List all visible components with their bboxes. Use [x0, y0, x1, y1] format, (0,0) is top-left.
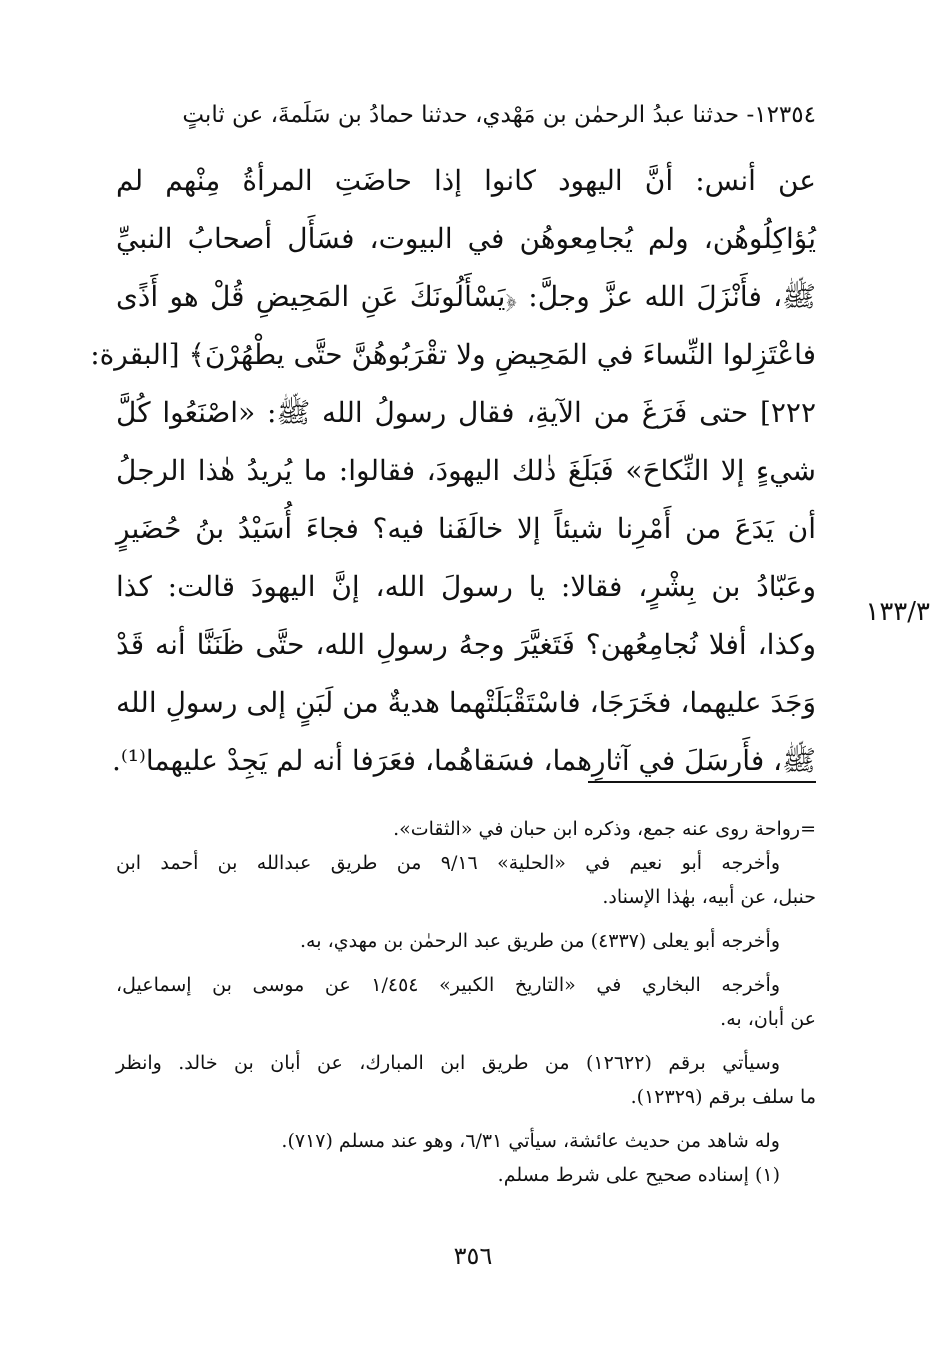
footnote-gap	[116, 1036, 816, 1046]
footnote-line: (١) إسناده صحيح على شرط مسلم.	[497, 1164, 780, 1186]
hadith-line: وعَبّادُ بن بِشْرٍ، فقالا: يا رسولَ الله، إنَّ اليهودَ قالت: كذا	[116, 570, 816, 603]
footnote-line: وأخرجه أبو يعلى (٤٣٣٧) من طريق عبد الرحمٰن بن مهدي، به.	[300, 930, 780, 952]
hadith-line: فاعْتَزِلوا النِّساءَ في المَحِيضِ ولا تقْرَبُوهُنَّ حتَّى يطْهُرْنَ﴾ [البقرة:	[90, 338, 816, 371]
hadith-line: ﷺ، فأَنْزَلَ الله عزَّ وجلَّ: ﴿يَسْأَلُونَكَ عَنِ المَحِيضِ قُلْ هو أَذًى	[116, 280, 816, 313]
footnote-line: ما سلف برقم (١٢٣٢٩).	[630, 1086, 816, 1108]
margin-reference: ١٣٣/٣	[865, 597, 930, 627]
footnote-line: =رواحة روى عنه جمع، وذكره ابن حبان في «الثقات».	[393, 818, 816, 840]
footnote-line: عن أبان، به.	[720, 1008, 816, 1030]
footnote-line: وله شاهد من حديث عائشة، سيأتي ٦/٣١، وهو عند مسلم (٧١٧).	[281, 1130, 780, 1152]
hadith-heading: ١٢٣٥٤- حدثنا عبدُ الرحمٰن بن مَهْدي، حدثنا حمادُ بن سَلَمةَ، عن ثابتٍ	[182, 102, 816, 128]
footnotes	[116, 812, 816, 1192]
hadith-line: ﷺ، فأَرسَلَ في آثارِهما، فسَقاهُما، فعَرَفا أنه لم يَجِدْ عليهما⁽¹⁾.	[111, 744, 816, 777]
footnote-line: وسيأتي برقم (١٢٦٢٢) من طريق ابن المبارك، عن أبان بن خالد. وانظر	[116, 1052, 781, 1074]
hadith-line: ٢٢٢] حتى فَرَغَ من الآيةِ، فقال رسولُ الله ﷺ: «اصْنَعُوا كُلَّ	[116, 396, 816, 429]
footnote-divider	[588, 781, 816, 783]
hadith-line: أن يَدَعَ من أَمْرِنا شيئاً إلا خالَفَنا فيه؟ فجاءَ أُسَيْدُ بنُ حُضَيرٍ	[116, 512, 816, 545]
footnote-line: وأخرجه البخاري في «التاريخ الكبير» ١/٤٥٤ عن موسى بن إسماعيل،	[116, 974, 780, 996]
footnote-line: حنبل، عن أبيه، بهٰذا الإسناد.	[602, 886, 816, 908]
hadith-line: وَجَدَ عليهما، فخَرَجَا، فاسْتَقْبَلَتْهما هديةٌ من لَبَنٍ إلى رسولِ الله	[116, 686, 816, 719]
hadith-line: عن أنس: أنَّ اليهود كانوا إذا حاضَتِ المرأةُ مِنْهم لم	[116, 164, 816, 197]
hadith-line: شيءٍ إلا النِّكاحَ» فَبَلَغَ ذٰلك اليهودَ، فقالوا: ما يُريدُ هٰذا الرجلُ	[116, 454, 816, 487]
footnote-gap	[116, 914, 816, 924]
page-number: ٣٥٦	[453, 1242, 493, 1270]
footnote-gap	[116, 1114, 816, 1124]
footnote-gap	[116, 958, 816, 968]
hadith-text	[90, 152, 816, 790]
hadith-line: وكذا، أفلا نُجامِعُهن؟ فَتَغيَّرَ وجهُ رسولِ الله، حتَّى ظَنَنَّا أنه قَدْ	[116, 628, 816, 661]
footnote-line: وأخرجه أبو نعيم في «الحلية» ٩/١٦ من طريق عبدالله بن أحمد ابن	[116, 852, 780, 874]
hadith-line: يُؤاكِلُوهُن، ولم يُجامِعوهُن في البيوت، فسَأَل أصحابُ النبيِّ	[116, 222, 816, 255]
